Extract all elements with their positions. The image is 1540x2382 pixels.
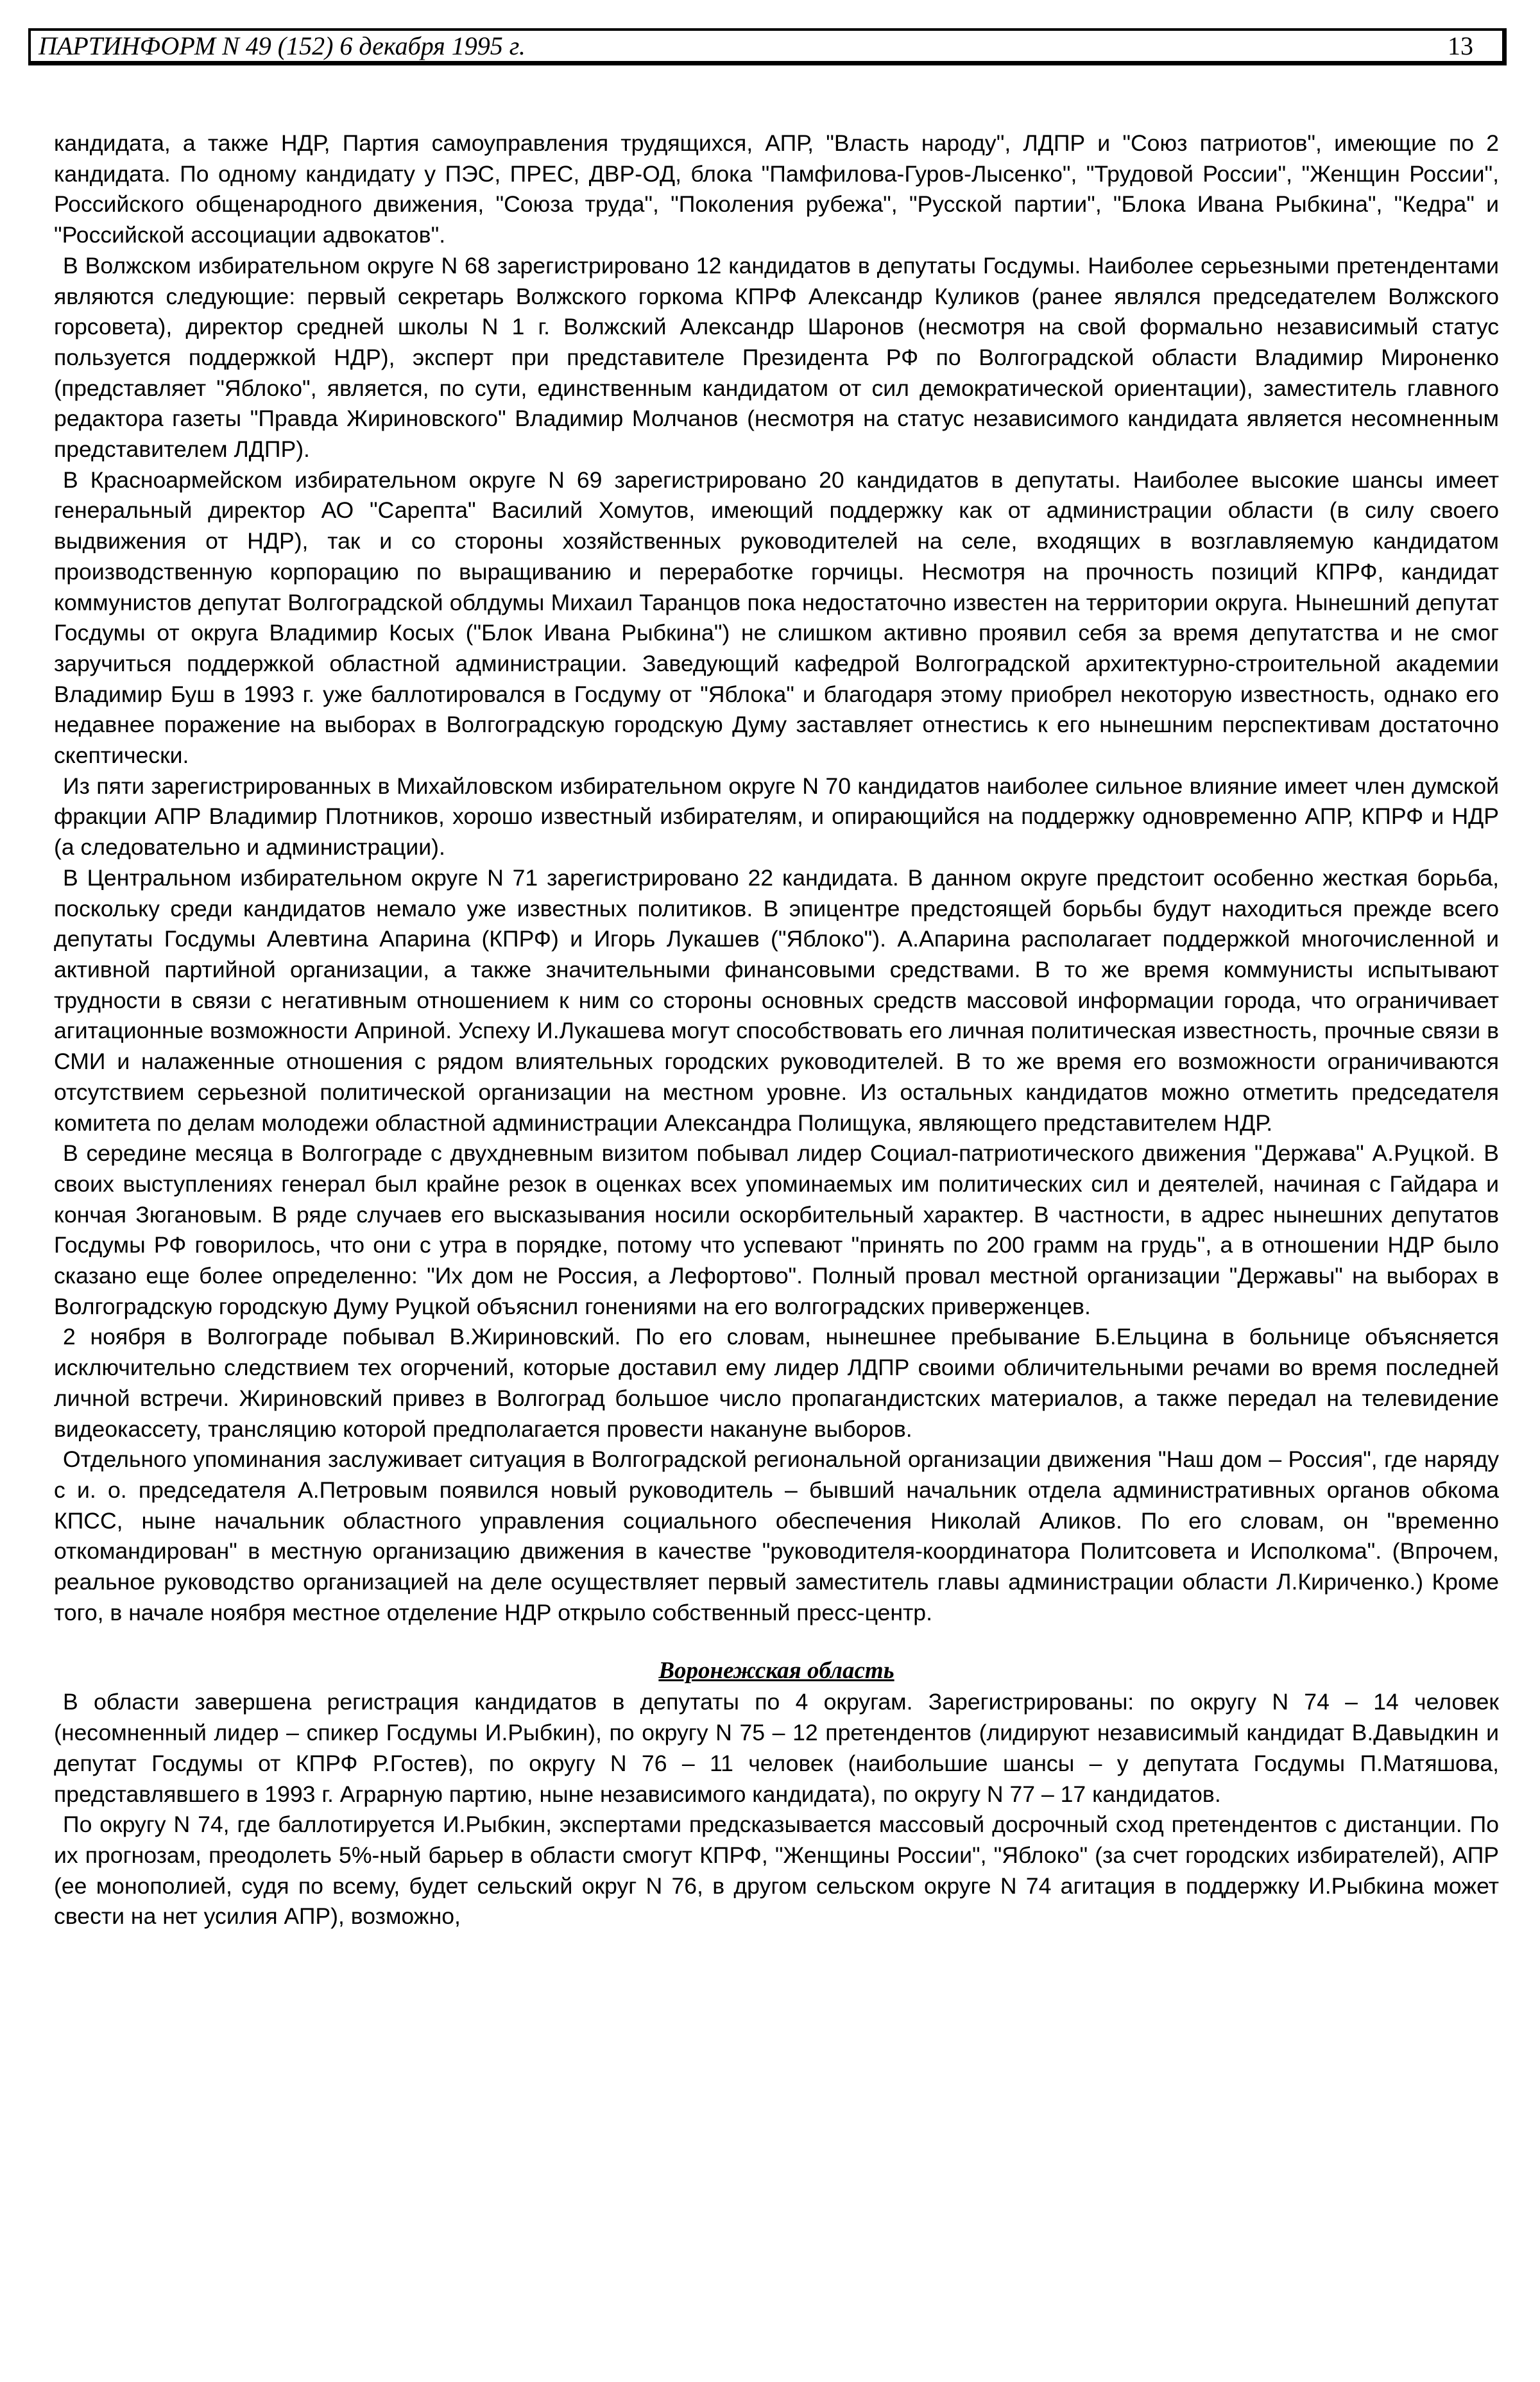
paragraph: В области завершена регистрация кандидатов в депутаты по 4 округам. Зарегистрированы: по округу N 74 – 14 человек (несомненный лидер – спикер Госдумы И.Рыбкин), по округу N 75 – 12 претендентов (лидируют независимый кандидат В.Давыдкин и депутат Госдумы от КПРФ Р.Гостев), по округу N 76 – 11 человек (наибольшие шансы – у депутата Госдумы П.Матяшова, представлявшего в 1993 г. Аграрную партию, ныне независимого кандидата), по округу N 77 – 17 кандидатов. <box>54 1689 1499 1807</box>
article-body <box>54 128 1499 1932</box>
section-heading: Воронежская область <box>658 1658 894 1684</box>
paragraph: В Красноармейском избирательном округе N 69 зарегистрировано 20 кандидатов в депутаты. Наиболее высокие шансы имеет генеральный директор АО "Сарепта" Василий Хомутов, имеющий поддержку как от администрации области (в силу своего выдвижения от НДР), так и со стороны хозяйственных руководителей на селе, входящих в возглавляемую кандидатом производственную корпорацию по выращиванию и переработке горчицы. Несмотря на прочность позиций КПРФ, кандидат коммунистов депутат Волгоградской облдумы Михаил Таранцов пока недостаточно известен на территории округа. Нынешний депутат Госдумы от округа Владимир Косых ("Блок Ивана Рыбкина") не слишком активно проявил себя за время депутатства и не смог заручиться поддержкой областной администрации. Заведующий кафедрой Волгоградской архитектурно-строительной академии Владимир Буш в 1993 г. уже баллотировался в Госдуму от "Яблока" и благодаря этому приобрел некоторую известность, однако его недавнее поражение на выборах в Волгоградскую городскую Думу заставляет отнестись к его нынешним перспективам достаточно скептически. <box>54 467 1499 769</box>
paragraph: 2 ноября в Волгограде побывал В.Жириновский. По его словам, нынешнее пребывание Б.Ельцина в больнице объясняется исключительно следствием тех огорчений, которые доставил ему лидер ЛДПР своими обличительными речами во время последней личной встречи. Жириновский привез в Волгоград большое число пропагандистских материалов, а также передал на телевидение видеокассету, трансляцию которой предполагается провести накануне выборов. <box>54 1324 1499 1442</box>
paragraph: Отдельного упоминания заслуживает ситуация в Волгоградской региональной организации движения "Наш дом – Россия", где наряду с и. о. председателя А.Петровым появился новый руководитель – бывший начальник отдела административных органов обкома КПСС, ныне начальник областного управления социального обеспечения Николай Аликов. По его словам, он "временно откомандирован" в местную организацию движения в качестве "руководителя-координатора Политсовета и Исполкома". (Впрочем, реальное руководство организацией на деле осуществляет первый заместитель главы администрации области Л.Кириченко.) Кроме того, в начале ноября местное отделение НДР открыло собственный пресс-центр. <box>54 1446 1499 1625</box>
paragraph: В середине месяца в Волгограде с двухдневным визитом побывал лидер Социал-патриотического движения "Держава" А.Руцкой. В своих выступлениях генерал был крайне резок в оценках всех упоминаемых им политических сил и деятелей, начиная с Гайдара и кончая Зюгановым. В ряде случаев его высказывания носили оскорбительный характер. В частности, в адрес нынешних депутатов Госдумы РФ говорилось, что они с утра в порядке, потому что успевают "принять по 200 грамм на грудь", а в отношении НДР было сказано еще более определенно: "Их дом не Россия, а Лефортово". Полный провал местной организации "Державы" на выборах в Волгоградскую городскую Думу Руцкой объяснил гонениями на его волгоградских приверженцев. <box>54 1140 1499 1319</box>
page-number: 13 <box>1448 31 1473 60</box>
paragraph: В Центральном избирательном округе N 71 зарегистрировано 22 кандидата. В данном округе предстоит особенно жесткая борьба, поскольку среди кандидатов немало уже известных политиков. В эпицентре предстоящей борьбы будут находиться прежде всего депутаты Госдумы Алевтина Апарина (КПРФ) и Игорь Лукашев ("Яблоко"). А.Апарина располагает поддержкой многочисленной и активной партийной организации, а также значительными финансовыми средствами. В то же время коммунисты испытывают трудности в связи с негативным отношением к ним со стороны основных средств массовой информации города, что ограничивает агитационные возможности Априной. Успеху И.Лукашева могут способствовать его личная политическая известность, прочные связи в СМИ и налаженные отношения с рядом влиятельных городских руководителей. В то же время его возможности ограничиваются отсутствием серьезной политической организации на местном уровне. Из остальных кандидатов можно отметить председателя комитета по делам молодежи областной администрации Александра Полищука, являющего представителем НДР. <box>54 864 1499 1136</box>
paragraph: По округу N 74, где баллотируется И.Рыбкин, экспертами предсказывается массовый досрочный сход претендентов с дистанции. По их прогнозам, преодолеть 5%-ный барьер в области смогут КПРФ, "Женщины России", "Яблоко" (за счет городских избирателей), АПР (ее монополией, судя по всему, будет сельский округ N 76, в другом сельском округе N 74 агитация в поддержку И.Рыбкина может свести на нет усилия АПР), возможно, <box>54 1812 1499 1930</box>
paragraph: В Волжском избирательном округе N 68 зарегистрировано 12 кандидатов в депутаты Госдумы. Наиболее серьезными претендентами являются следующие: первый секретарь Волжского горкома КПРФ Александр Куликов (ранее являлся председателем Волжского горсовета), директор средней школы N 1 г. Волжский Александр Шаронов (несмотря на свой формально независимый статус пользуется поддержкой НДР), эксперт при представителе Президента РФ по Волгоградской области Владимир Мироненко (представляет "Яблоко", является, по сути, единственным кандидатом от сил демократической ориентации), заместитель главного редактора газеты "Правда Жириновского" Владимир Молчанов (несмотря на статус независимого кандидата является несомненным представителем ЛДПР). <box>54 252 1499 463</box>
publication-title: ПАРТИНФОРМ N 49 (152) 6 декабря 1995 г. <box>38 31 526 60</box>
paragraph: кандидата, а также НДР, Партия самоуправления трудящихся, АПР, "Власть народу", ЛДПР и "Союз патриотов", имеющие по 2 кандидата. По одному кандидату у ПЭС, ПРЕС, ДВР-ОД, блока "Памфилова-Гуров-Лысенко", "Трудовой России", "Женщин России", Российского общенародного движения, "Союза труда", "Поколения рубежа", "Русской партии", "Блока Ивана Рыбкина", "Кедра" и "Российской ассоциации адвокатов". <box>54 130 1499 248</box>
paragraph: Из пяти зарегистрированных в Михайловском избирательном округе N 70 кандидатов наиболее сильное влияние имеет член думской фракции АПР Владимир Плотников, хорошо известный избирателям, и опирающийся на поддержку одновременно АПР, КПРФ и НДР (а следовательно и администрации). <box>54 773 1499 861</box>
page-header <box>28 28 1507 65</box>
